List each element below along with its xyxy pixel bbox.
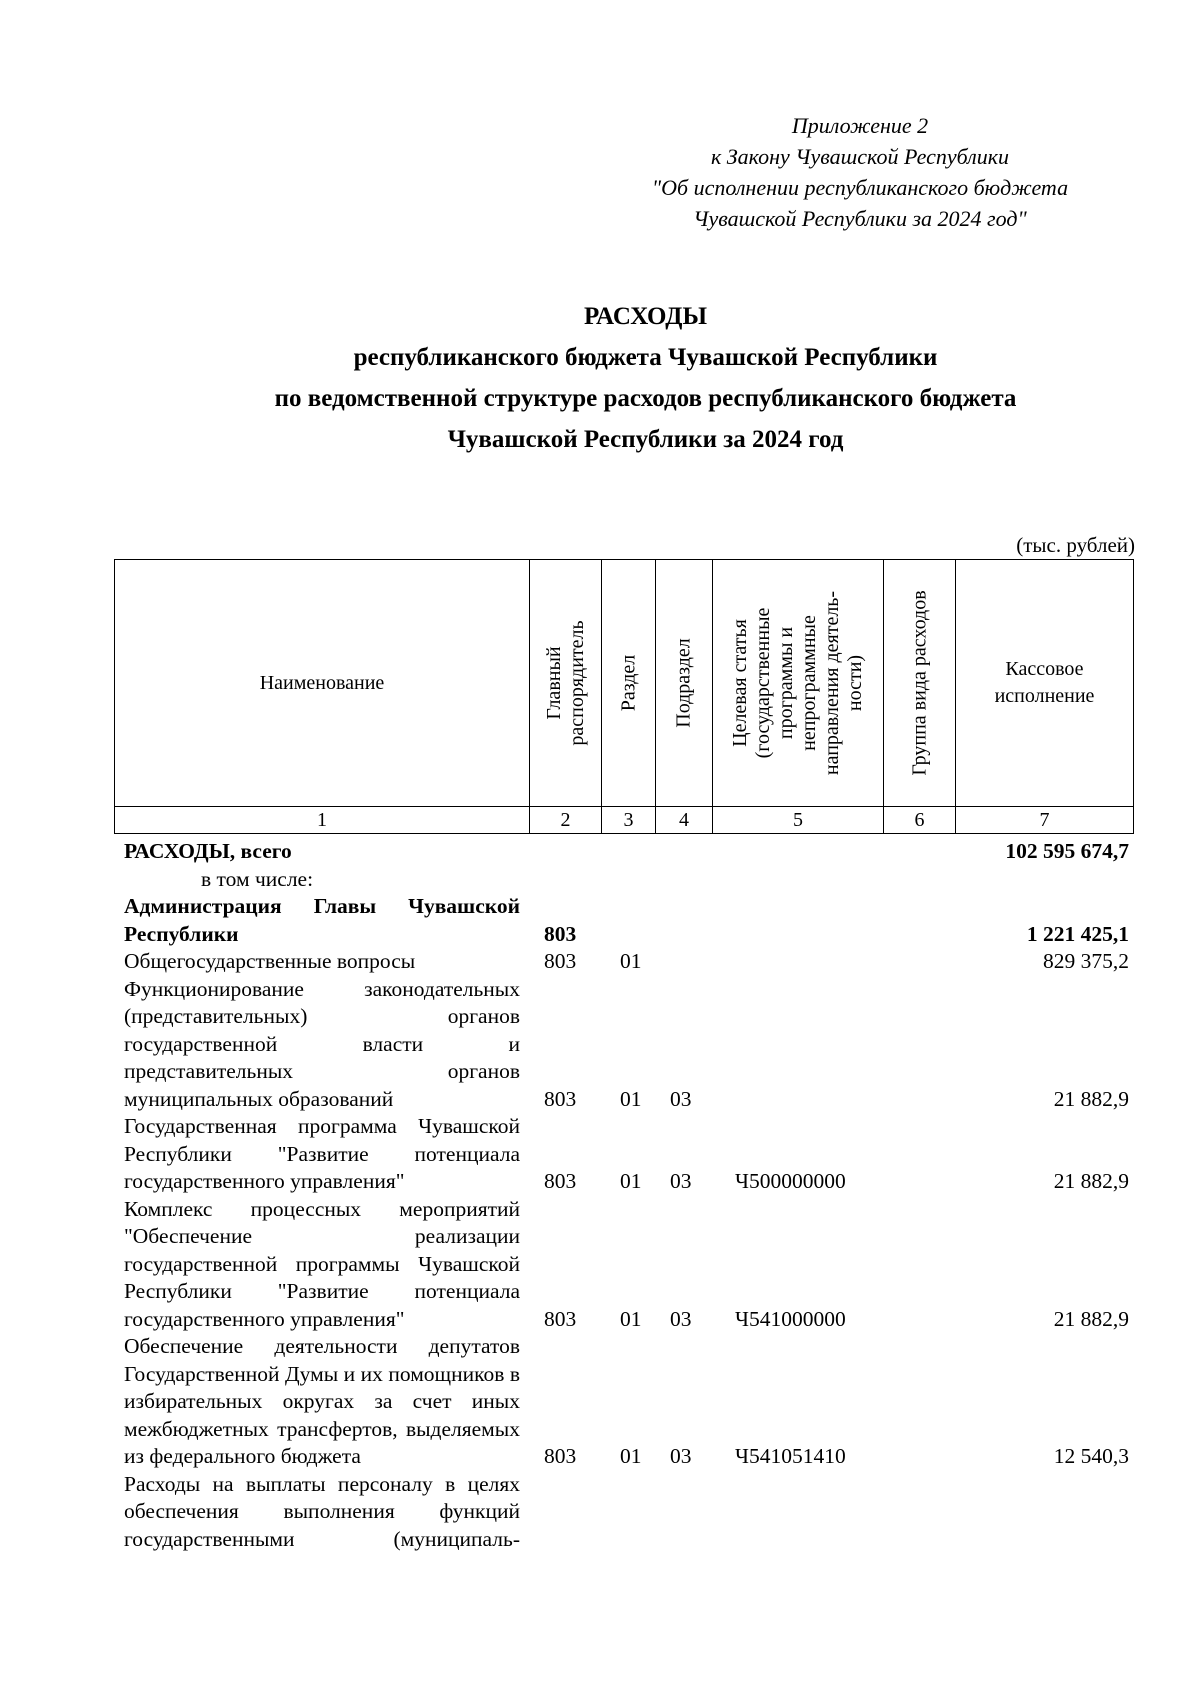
table-row: [124, 1113, 1129, 1196]
table-row: [124, 976, 1129, 1114]
row-target: Ч500000000: [735, 1169, 846, 1193]
column-number-4: 4: [656, 807, 713, 834]
header-chief-line-1: Главный: [542, 646, 565, 720]
table-row: [124, 893, 1129, 948]
header-target-line-3: программы и: [775, 626, 797, 740]
row-chief: 803: [544, 1169, 577, 1193]
title-line-4: Чувашской Республики за 2024 год: [447, 426, 844, 453]
header-target-line-4: непрограммные: [798, 615, 820, 751]
row-amount: 21 882,9: [1053, 1086, 1129, 1111]
units-label: (тыс. рублей): [1016, 533, 1135, 557]
row-section: 01: [620, 1169, 642, 1193]
row-name: в том числе:: [201, 866, 314, 891]
appendix-line-3: "Об исполнении республиканского бюджета: [651, 175, 1069, 200]
column-number-5: 5: [713, 807, 884, 834]
row-subsection: 03: [670, 1444, 692, 1468]
table-body: [124, 838, 1129, 1553]
row-chief: 803: [544, 949, 577, 973]
row-chief: 803: [544, 921, 577, 946]
row-amount: 102 595 674,7: [1005, 839, 1129, 863]
header-target-line-6: ности): [844, 654, 866, 712]
header-name: Наименование: [115, 560, 530, 807]
appendix-note: [590, 110, 1130, 234]
header-cash: [956, 560, 1134, 807]
row-subsection: 03: [670, 1169, 692, 1193]
row-name: Функционирование законодательных (представительных) органов государственной власти и представительных органов муниципальных образований: [124, 976, 520, 1111]
row-target: Ч541000000: [735, 1306, 846, 1331]
row-name: Обеспечение деятельности депутатов Государственной Думы и их помощников в избирательных округах за счет иных межбюджетных трансфертов, выделяемых из федерального бюджета: [124, 1334, 520, 1468]
row-section: 01: [620, 1306, 642, 1331]
header-target: [713, 560, 884, 807]
row-subsection: 03: [670, 1086, 692, 1111]
row-amount: 12 540,3: [1053, 1444, 1129, 1468]
header-group: [884, 560, 956, 807]
title-line-2: республиканского бюджета Чувашской Республики: [353, 344, 938, 371]
title-line-3: по ведомственной структуре расходов республиканского бюджета: [274, 385, 1017, 412]
table-row: [124, 948, 1129, 976]
appendix-line-2: к Закону Чувашской Республики: [710, 144, 1009, 169]
row-amount: 829 375,2: [1043, 949, 1129, 973]
row-chief: 803: [544, 1306, 577, 1331]
table-row: [124, 838, 1129, 866]
document-title: [0, 296, 1200, 460]
row-name: Расходы на выплаты персоналу в целях обеспечения выполнения функций государственными (муниципаль-: [124, 1471, 520, 1551]
title-line-1: РАСХОДЫ: [583, 303, 708, 330]
table-row: [124, 1333, 1129, 1471]
column-number-3: 3: [602, 807, 656, 834]
row-name: Администрация Главы Чувашской Республики: [124, 894, 520, 946]
row-name: Государственная программа Чувашской Республики "Развитие потенциала государственного управления": [124, 1114, 520, 1193]
row-target: Ч541051410: [735, 1444, 846, 1468]
row-amount: 21 882,9: [1053, 1306, 1129, 1331]
row-chief: 803: [544, 1444, 577, 1468]
row-name: Комплекс процессных мероприятий "Обеспечение реализации государственной программы Чувашской Республики "Развитие потенциала государственного управления": [124, 1196, 520, 1331]
table-row: [124, 1196, 1129, 1334]
header-chief: [530, 560, 602, 807]
header-subsection-label: Подраздел: [672, 638, 695, 728]
row-chief: 803: [544, 1086, 577, 1111]
column-number-1: 1: [115, 807, 530, 834]
header-target-line-5: направления деятель-: [821, 590, 843, 776]
header-cash-line-2: исполнение: [994, 685, 1095, 707]
appendix-line-4: Чувашской Республики за 2024 год": [693, 206, 1027, 231]
row-amount: 1 221 425,1: [1026, 921, 1129, 946]
column-number-6: 6: [884, 807, 956, 834]
column-number-2: 2: [530, 807, 602, 834]
header-subsection: [656, 560, 713, 807]
table-row: [124, 1471, 1129, 1554]
row-section: 01: [620, 1444, 642, 1468]
row-section: 01: [620, 1086, 642, 1111]
header-chief-line-2: распорядитель: [565, 620, 588, 746]
header-section: [602, 560, 656, 807]
header-group-label: Группа вида расходов: [908, 590, 930, 776]
row-amount: 21 882,9: [1053, 1169, 1129, 1193]
header-section-label: Раздел: [617, 654, 639, 712]
header-cash-line-1: Кассовое: [1005, 658, 1084, 680]
appendix-line-1: Приложение 2: [791, 113, 929, 138]
column-number-7: 7: [956, 807, 1134, 834]
row-section: 01: [620, 949, 642, 973]
header-target-line-2: (государственные: [752, 607, 774, 759]
row-subsection: 03: [670, 1306, 692, 1331]
table-header: [114, 559, 1134, 834]
row-name: Общегосударственные вопросы: [124, 949, 416, 973]
row-name: РАСХОДЫ, всего: [124, 839, 292, 863]
table-row: [124, 866, 1129, 894]
header-target-line-1: Целевая статья: [729, 619, 751, 747]
